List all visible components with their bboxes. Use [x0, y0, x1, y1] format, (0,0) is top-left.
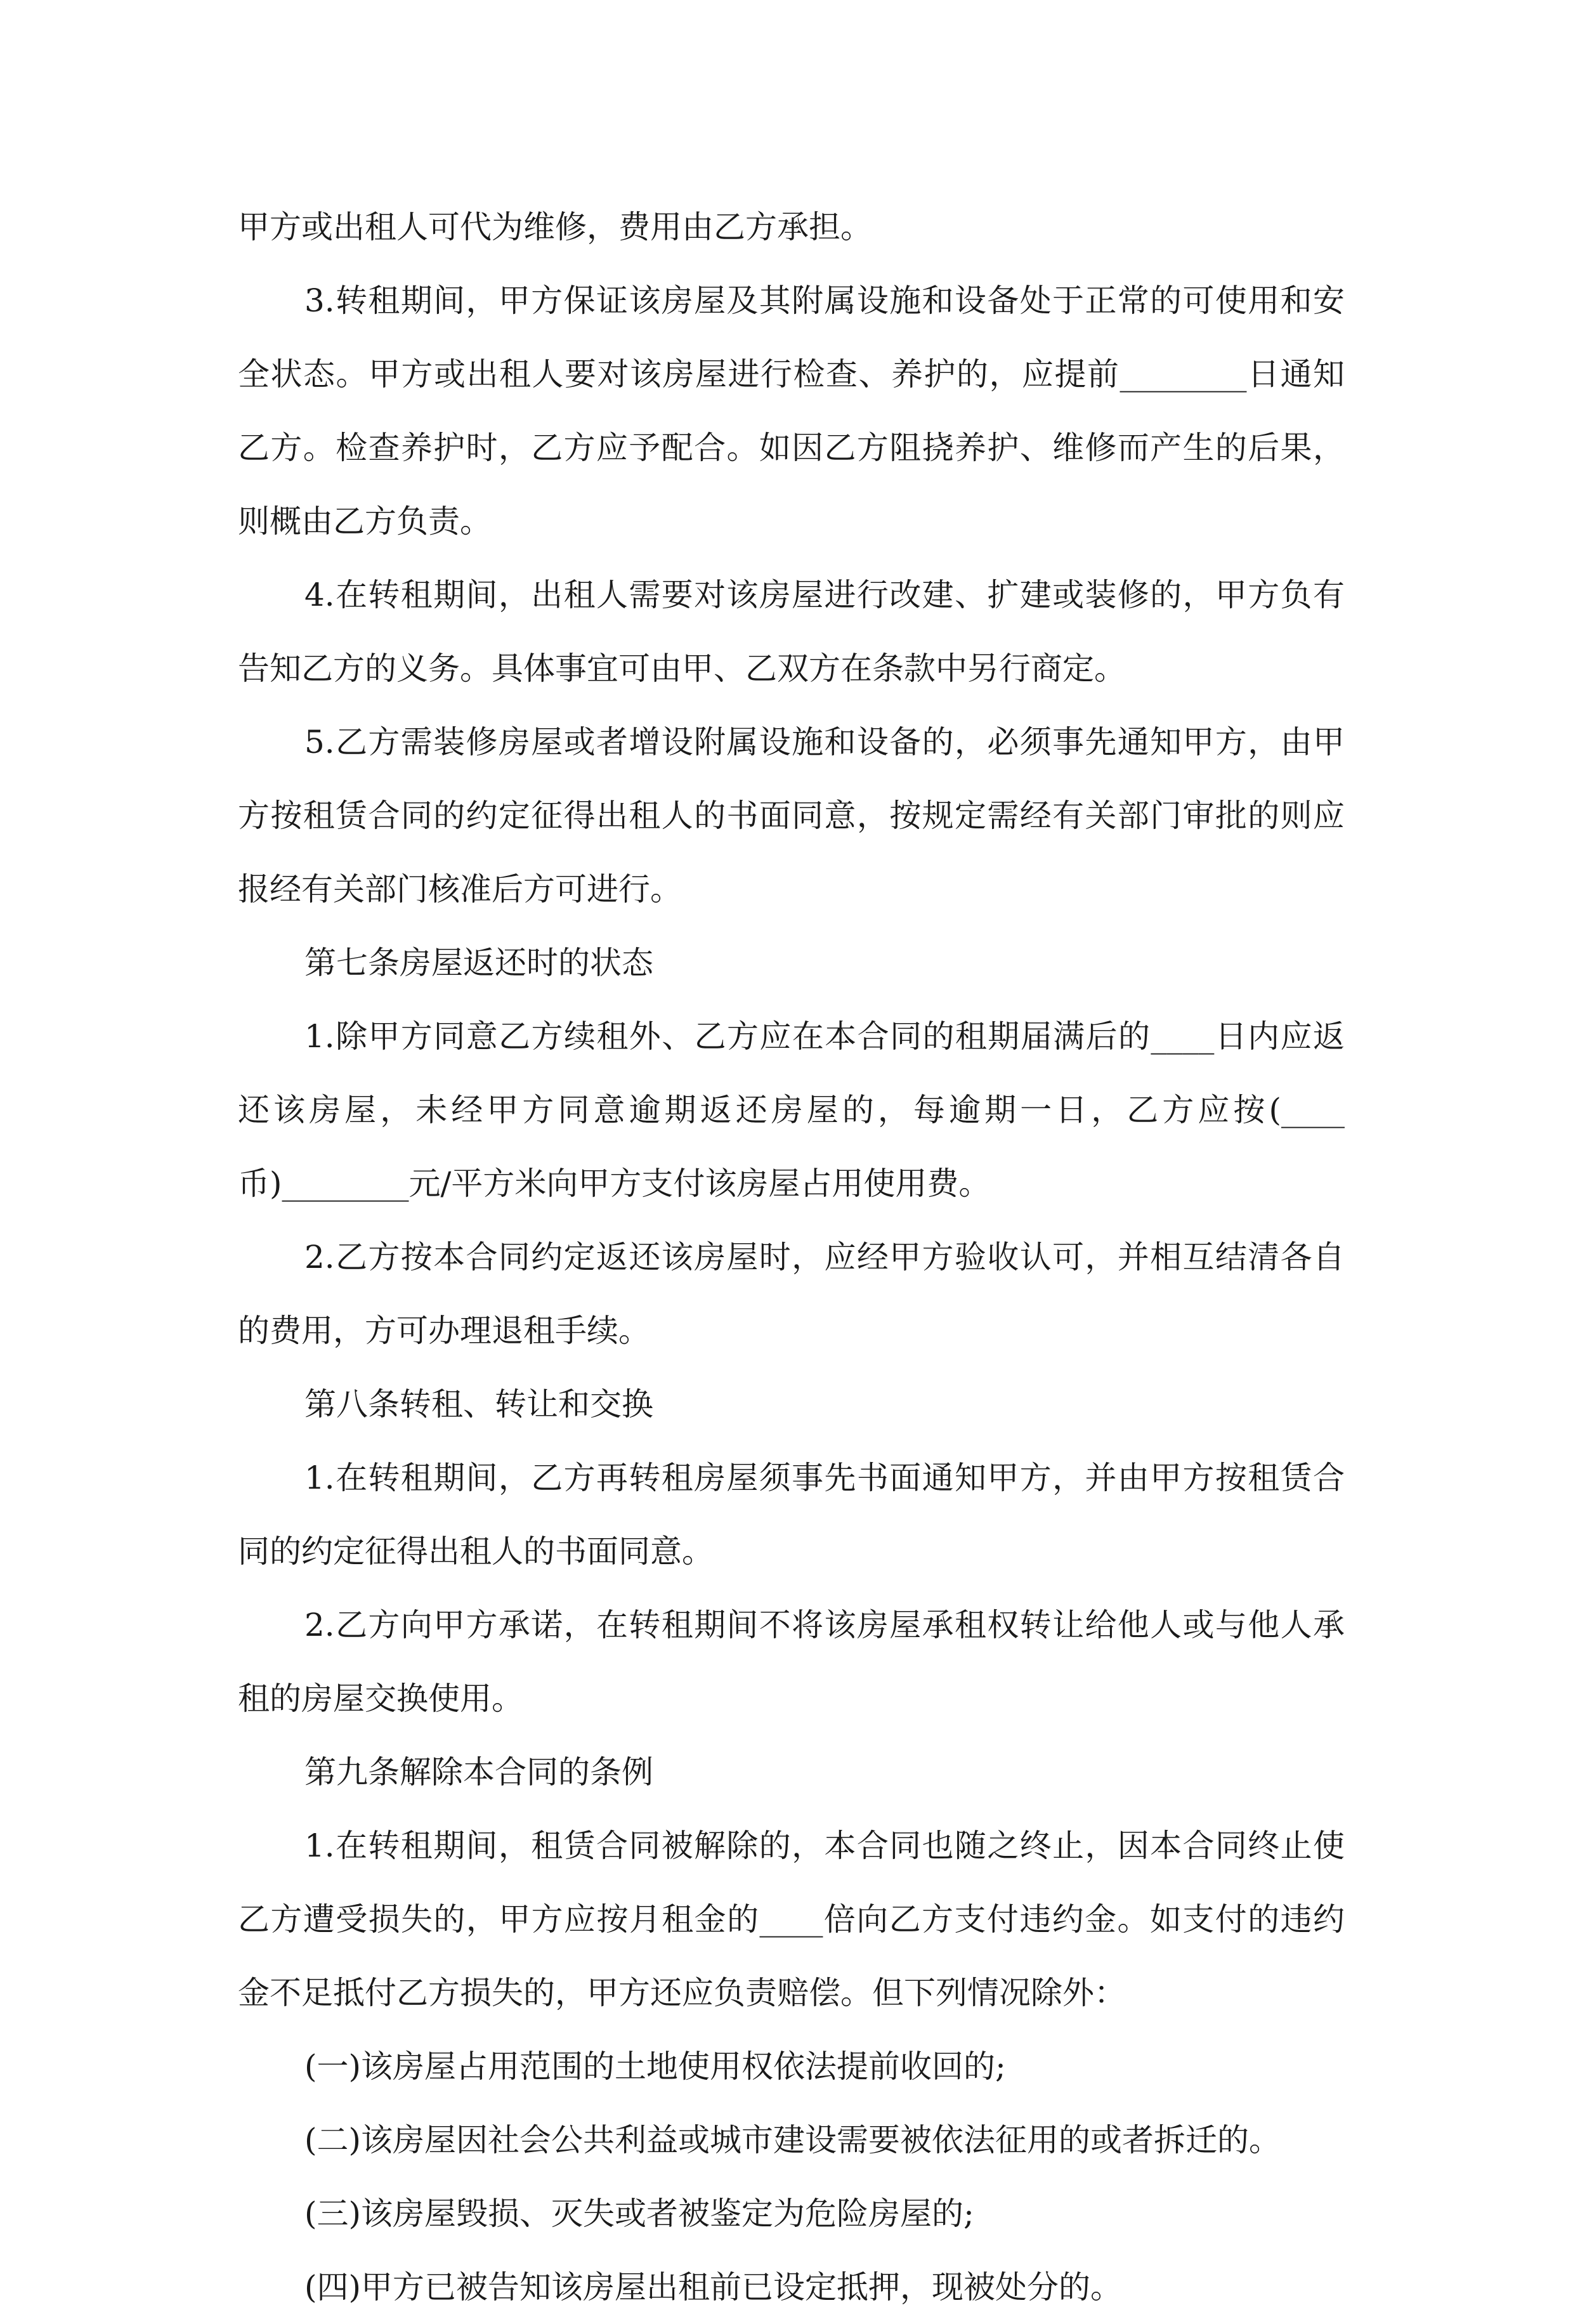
paragraph-clause-9-1: 1.在转租期间，租赁合同被解除的，本合同也随之终止，因本合同终止使乙方遭受损失的，甲方应按月租金的____倍向乙方支付违约金。如支付的违约金不足抵付乙方损失的，甲方还应负责赔偿。但下列情况除外：: [238, 1827, 1345, 2011]
list-item-exception-2: (二)该房屋因社会公共利益或城市建设需要被依法征用的或者拆迁的。: [304, 2122, 1281, 2158]
document-body: [238, 190, 1345, 2324]
paragraph-continuation: 甲方或出租人可代为维修，费用由乙方承担。: [238, 209, 872, 245]
paragraph-clause-6-3: 3.转租期间，甲方保证该房屋及其附属设施和设备处于正常的可使用和安全状态。甲方或出租人要对该房屋进行检查、养护的，应提前________日通知乙方。检查养护时，乙方应予配合。如因乙方阻挠养护、维修而产生的后果，则概由乙方负责。: [238, 282, 1345, 540]
heading-article-7: 第七条房屋返还时的状态: [304, 944, 653, 981]
heading-article-9: 第九条解除本合同的条例: [304, 1754, 653, 1791]
paragraph-clause-6-4: 4.在转租期间，出租人需要对该房屋进行改建、扩建或装修的，甲方负有告知乙方的义务。具体事宜可由甲、乙双方在条款中另行商定。: [238, 577, 1345, 687]
paragraph-clause-6-5: 5.乙方需装修房屋或者增设附属设施和设备的，必须事先通知甲方，由甲方按租赁合同的约定征得出租人的书面同意，按规定需经有关部门审批的则应报经有关部门核准后方可进行。: [238, 724, 1345, 908]
paragraph-clause-8-2: 2.乙方向甲方承诺，在转租期间不将该房屋承租权转让给他人或与他人承租的房屋交换使用。: [238, 1607, 1345, 1717]
list-item-exception-4: (四)甲方已被告知该房屋出租前已设定抵押，现被处分的。: [304, 2269, 1123, 2306]
paragraph-clause-7-1: 1.除甲方同意乙方续租外、乙方应在本合同的租期届满后的____日内应返还该房屋，未经甲方同意逾期返还房屋的，每逾期一日，乙方应按(____币)________元/平方米向甲方支付该房屋占用使用费。: [238, 1018, 1345, 1202]
paragraph-clause-8-1: 1.在转租期间，乙方再转租房屋须事先书面通知甲方，并由甲方按租赁合同的约定征得出租人的书面同意。: [238, 1459, 1345, 1570]
list-item-exception-1: (一)该房屋占用范围的土地使用权依法提前收回的;: [304, 2048, 1006, 2085]
list-item-exception-3: (三)该房屋毁损、灭失或者被鉴定为危险房屋的;: [304, 2195, 974, 2232]
paragraph-clause-7-2: 2.乙方按本合同约定返还该房屋时，应经甲方验收认可，并相互结清各自的费用，方可办理退租手续。: [238, 1239, 1345, 1349]
heading-article-8: 第八条转租、转让和交换: [304, 1386, 653, 1423]
